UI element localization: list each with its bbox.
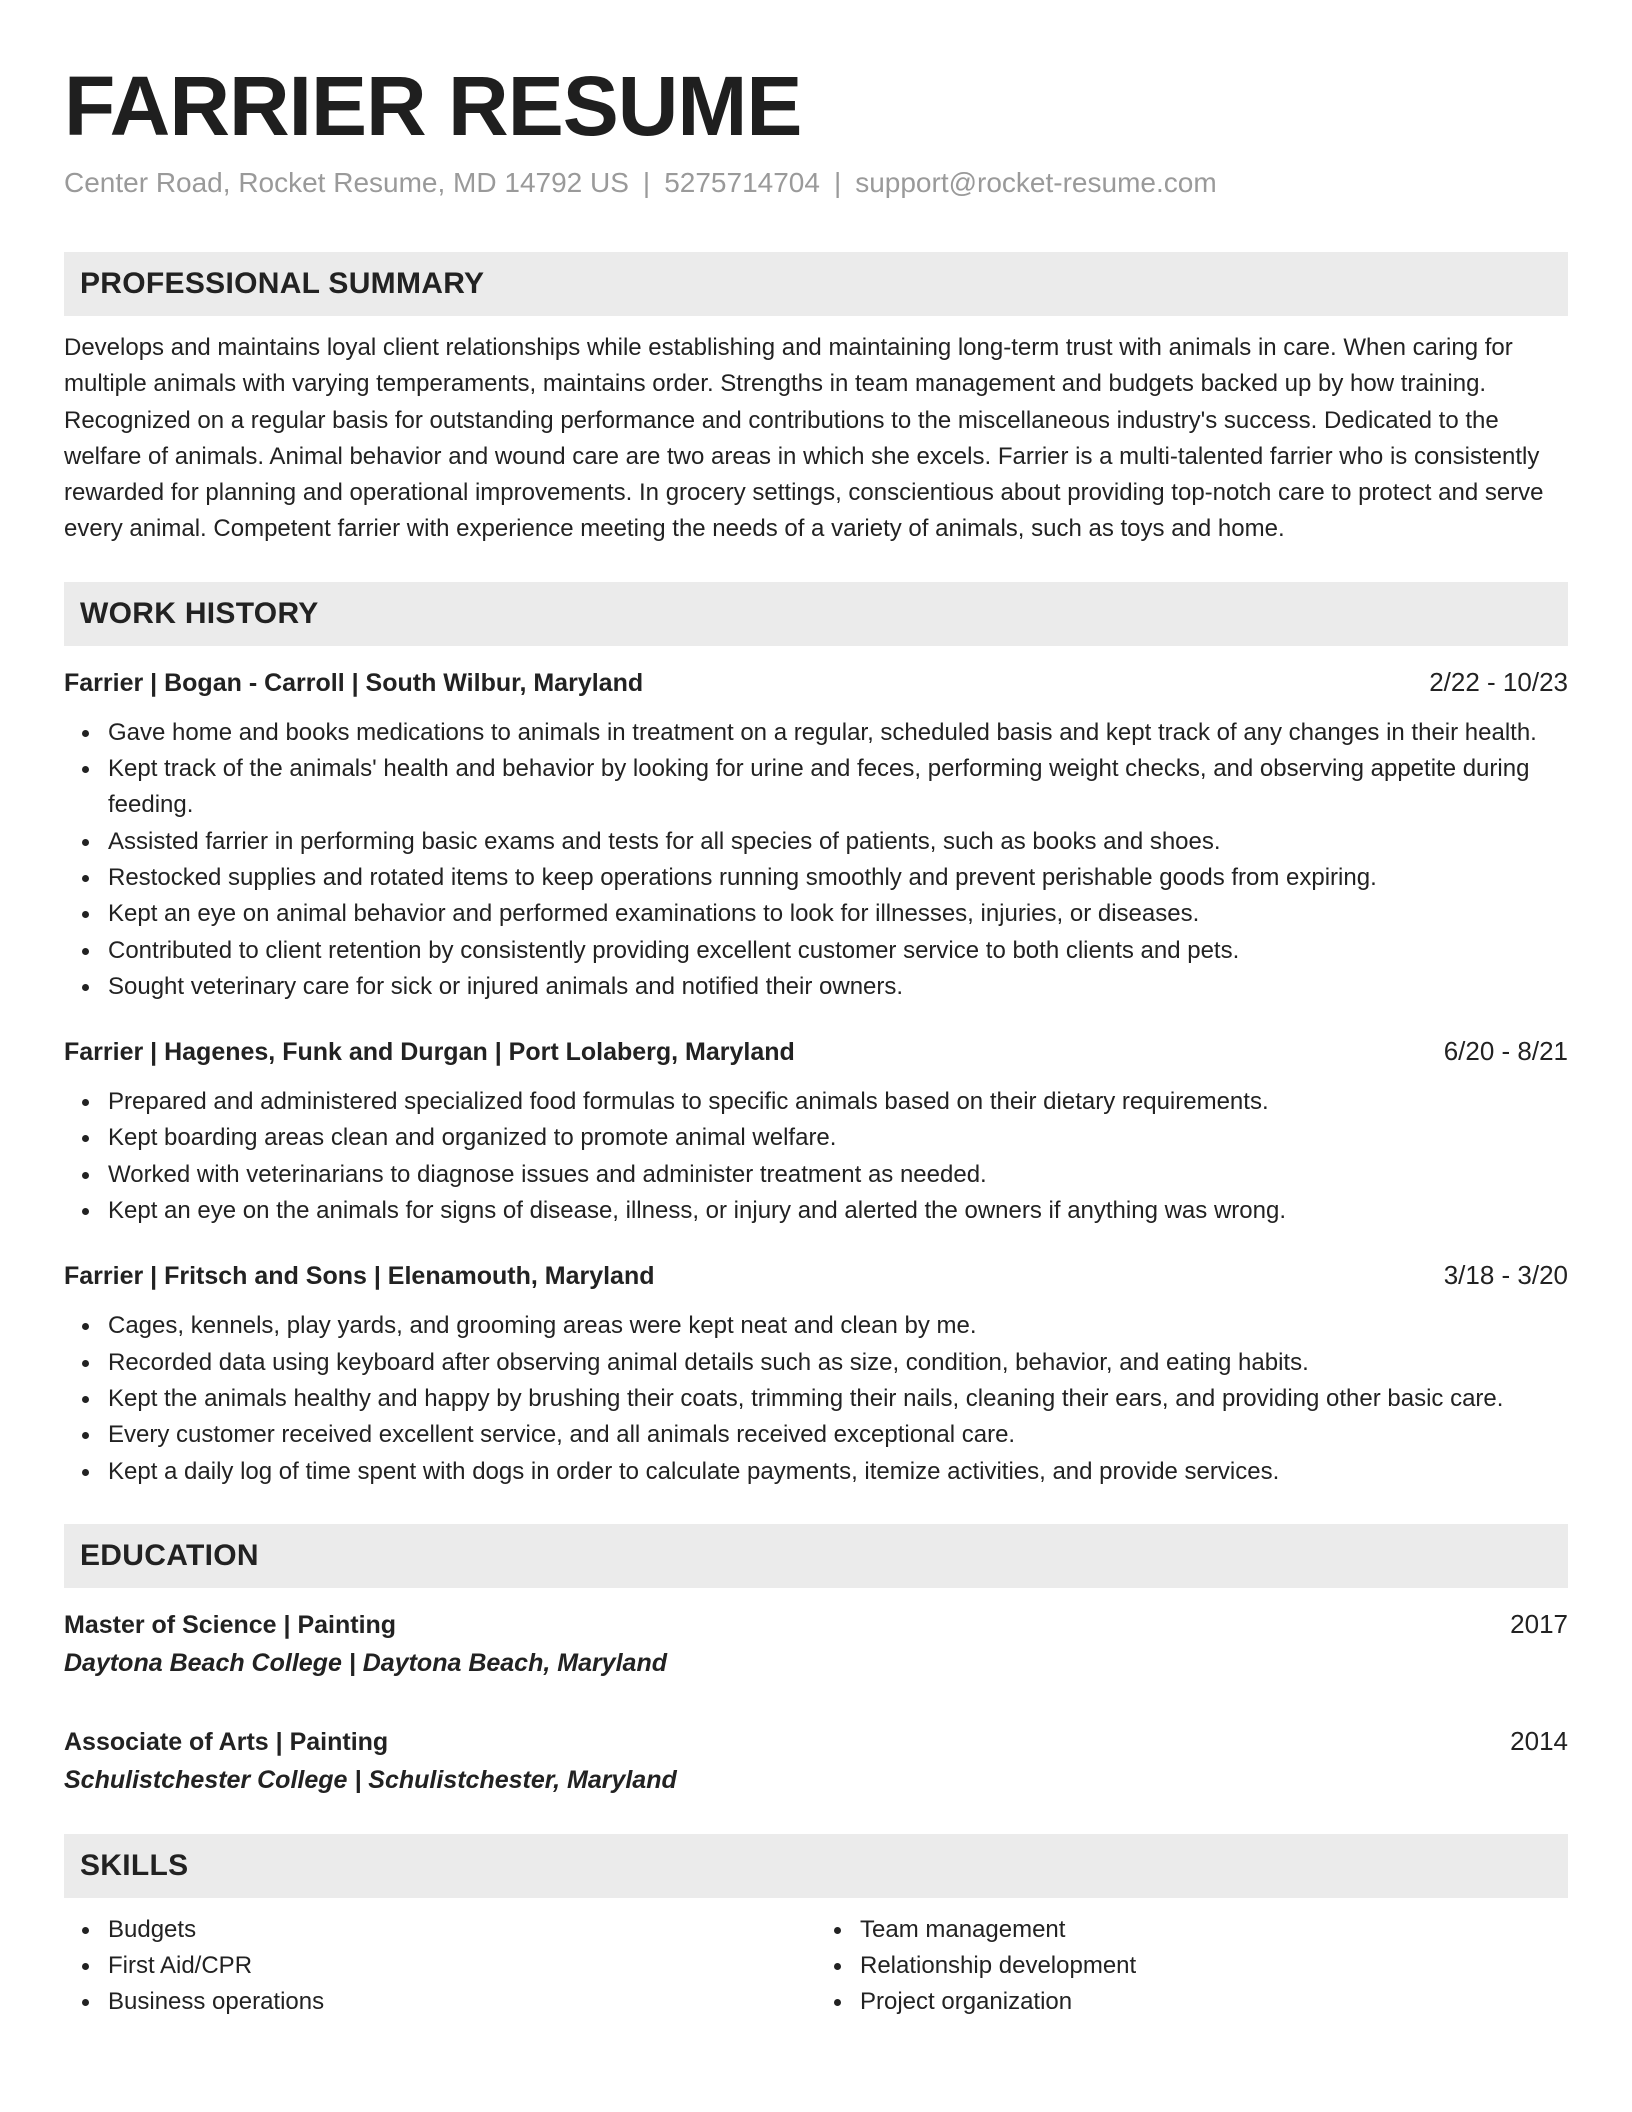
job-bullet: Kept track of the animals' health and behavior by looking for urine and feces, performing weight checks, and observing appetite during feeding.	[108, 751, 1568, 824]
degree: Associate of Arts | Painting	[64, 1727, 389, 1756]
job-bullet: Every customer received excellent service, and all animals received exceptional care.	[108, 1417, 1568, 1453]
job-header	[64, 1033, 1568, 1070]
job-bullet: Contributed to client retention by consistently providing excellent customer service to both clients and pets.	[108, 933, 1568, 969]
address: Center Road, Rocket Resume, MD 14792 US	[64, 167, 629, 198]
contact-separator: |	[642, 167, 651, 198]
skill-item: Budgets	[108, 1912, 816, 1948]
job-bullet: Cages, kennels, play yards, and grooming areas were kept neat and clean by me.	[108, 1308, 1568, 1344]
skills-heading: SKILLS	[64, 1834, 1568, 1898]
skill-item: Team management	[860, 1912, 1568, 1948]
job-entry	[64, 1033, 1568, 1229]
skill-item: First Aid/CPR	[108, 1948, 816, 1984]
job-bullet: Kept boarding areas clean and organized to promote animal welfare.	[108, 1120, 1568, 1156]
job-header	[64, 1257, 1568, 1294]
job-bullet: Kept an eye on animal behavior and performed examinations to look for illnesses, injuries, or diseases.	[108, 896, 1568, 932]
email: support@rocket-resume.com	[855, 167, 1217, 198]
job-bullet: Kept an eye on the animals for signs of disease, illness, or injury and alerted the owners if anything was wrong.	[108, 1193, 1568, 1229]
graduation-year: 2014	[1510, 1725, 1568, 1756]
graduation-year: 2017	[1510, 1608, 1568, 1639]
job-dates: 6/20 - 8/21	[1443, 1036, 1568, 1067]
job-bullet: Recorded data using keyboard after observing animal details such as size, condition, behavior, and eating habits.	[108, 1345, 1568, 1381]
education-header	[64, 1723, 1568, 1760]
skills-list-left	[64, 1912, 816, 2020]
contact-line	[64, 166, 1568, 200]
job-dates: 2/22 - 10/23	[1429, 666, 1568, 697]
contact-separator: |	[833, 167, 842, 198]
skill-item: Business operations	[108, 1984, 816, 2020]
skill-item: Relationship development	[860, 1948, 1568, 1984]
summary-section	[64, 252, 1568, 548]
job-dates: 3/18 - 3/20	[1443, 1260, 1568, 1291]
phone: 5275714704	[664, 167, 820, 198]
skills-section	[64, 1834, 1568, 2020]
degree: Master of Science | Painting	[64, 1610, 397, 1639]
job-header	[64, 664, 1568, 701]
job-title: Farrier | Hagenes, Funk and Durgan | Port Lolaberg, Maryland	[64, 1038, 795, 1067]
job-bullet: Kept the animals healthy and happy by brushing their coats, trimming their nails, cleaning their ears, and providing other basic care.	[108, 1381, 1568, 1417]
education-entry	[64, 1723, 1568, 1800]
job-bullet: Assisted farrier in performing basic exams and tests for all species of patients, such as books and shoes.	[108, 824, 1568, 860]
school: Daytona Beach College | Daytona Beach, Maryland	[64, 1648, 668, 1677]
job-bullet: Kept a daily log of time spent with dogs in order to calculate payments, itemize activities, and provide services.	[108, 1454, 1568, 1490]
job-bullets	[64, 715, 1568, 1005]
job-bullet: Prepared and administered specialized food formulas to specific animals based on their dietary requirements.	[108, 1084, 1568, 1120]
skill-item: Project organization	[860, 1984, 1568, 2020]
education-entry	[64, 1606, 1568, 1683]
job-bullets	[64, 1084, 1568, 1229]
work-history-heading: WORK HISTORY	[64, 582, 1568, 646]
job-bullet: Sought veterinary care for sick or injured animals and notified their owners.	[108, 969, 1568, 1005]
summary-heading: PROFESSIONAL SUMMARY	[64, 252, 1568, 316]
job-entry	[64, 1257, 1568, 1489]
job-bullet: Gave home and books medications to animals in treatment on a regular, scheduled basis and kept track of any changes in their health.	[108, 715, 1568, 751]
education-heading: EDUCATION	[64, 1524, 1568, 1588]
skills-columns	[64, 1912, 1568, 2020]
job-entry	[64, 664, 1568, 1005]
job-title: Farrier | Fritsch and Sons | Elenamouth, Maryland	[64, 1262, 655, 1291]
school: Schulistchester College | Schulistchester, Maryland	[64, 1765, 677, 1794]
job-bullet: Worked with veterinarians to diagnose issues and administer treatment as needed.	[108, 1157, 1568, 1193]
work-history-section	[64, 582, 1568, 1490]
resume-title: FARRIER RESUME	[64, 59, 802, 153]
education-header	[64, 1606, 1568, 1643]
job-bullet: Restocked supplies and rotated items to keep operations running smoothly and prevent perishable goods from expiring.	[108, 860, 1568, 896]
education-section	[64, 1524, 1568, 1800]
summary-text: Develops and maintains loyal client relationships while establishing and maintaining long-term trust with animals in care. When caring for multiple animals with varying temperaments, maintains order. Strengths in team management and budgets backed up by how training. Recognized on a regular basis for outstanding performance and contributions to the miscellaneous industry's success. Dedicated to the welfare of animals. Animal behavior and wound care are two areas in which she excels. Farrier is a multi-talented farrier who is consistently rewarded for planning and operational improvements. In grocery settings, conscientious about providing top-notch care to protect and serve every animal. Competent farrier with experience meeting the needs of a variety of animals, such as toys and home.	[64, 334, 1544, 543]
job-title: Farrier | Bogan - Carroll | South Wilbur, Maryland	[64, 668, 644, 697]
job-bullets	[64, 1308, 1568, 1489]
skills-list-right	[816, 1912, 1568, 2020]
